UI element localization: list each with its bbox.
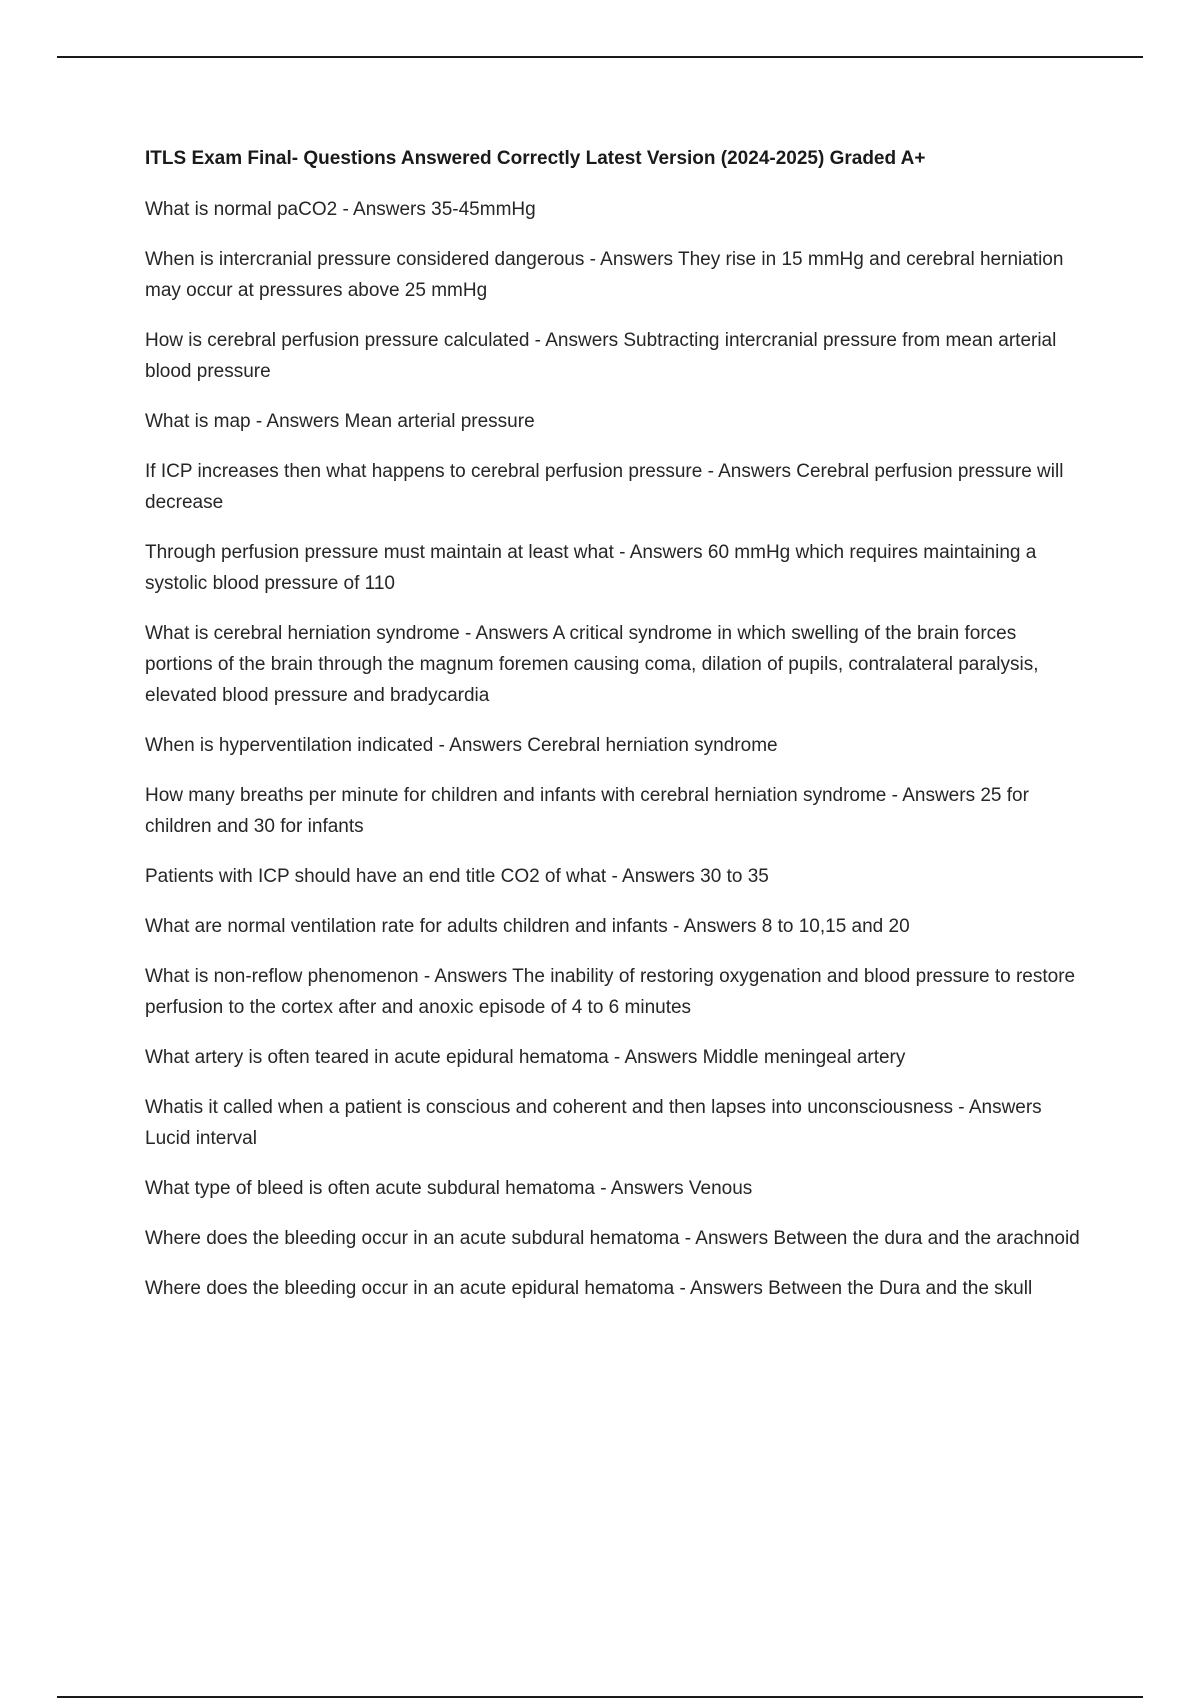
document-body bbox=[145, 146, 1085, 1323]
qa-item: What is map - Answers Mean arterial pressure bbox=[145, 411, 535, 432]
footer-rule bbox=[57, 1696, 1143, 1698]
qa-item: What artery is often teared in acute epidural hematoma - Answers Middle meningeal artery bbox=[145, 1047, 906, 1068]
qa-item: What is normal paCO2 - Answers 35-45mmHg bbox=[145, 199, 536, 220]
qa-item: What is non-reflow phenomenon - Answers The inability of restoring oxygenation and blood pressure to restore perfusion to the cortex after and anoxic episode of 4 to 6 minutes bbox=[145, 966, 1076, 1018]
qa-item: If ICP increases then what happens to cerebral perfusion pressure - Answers Cerebral perfusion pressure will decrease bbox=[145, 461, 1064, 513]
qa-item: What is cerebral herniation syndrome - Answers A critical syndrome in which swelling of the brain forces portions of the brain through the magnum foremen causing coma, dilation of pupils, contralateral paralysis, elevated blood pressure and bradycardia bbox=[145, 623, 1039, 706]
qa-item: Patients with ICP should have an end title CO2 of what - Answers 30 to 35 bbox=[145, 866, 769, 887]
qa-item: When is hyperventilation indicated - Answers Cerebral herniation syndrome bbox=[145, 735, 778, 756]
qa-item: When is intercranial pressure considered dangerous - Answers They rise in 15 mmHg and cerebral herniation may occur at pressures above 25 mmHg bbox=[145, 249, 1064, 301]
header-rule bbox=[57, 56, 1143, 58]
qa-item: What are normal ventilation rate for adults children and infants - Answers 8 to 10,15 and 20 bbox=[145, 916, 910, 937]
document-title: ITLS Exam Final- Questions Answered Correctly Latest Version (2024-2025) Graded A+ bbox=[145, 148, 926, 169]
qa-item: Through perfusion pressure must maintain at least what - Answers 60 mmHg which requires maintaining a systolic blood pressure of 110 bbox=[145, 542, 1037, 594]
qa-item: How is cerebral perfusion pressure calculated - Answers Subtracting intercranial pressure from mean arterial blood pressure bbox=[145, 330, 1057, 382]
qa-item: What type of bleed is often acute subdural hematoma - Answers Venous bbox=[145, 1178, 753, 1199]
qa-item: Where does the bleeding occur in an acute subdural hematoma - Answers Between the dura and the arachnoid bbox=[145, 1228, 1080, 1249]
qa-item: Whatis it called when a patient is conscious and coherent and then lapses into unconsciousness - Answers Lucid interval bbox=[145, 1097, 1042, 1149]
qa-item: Where does the bleeding occur in an acute epidural hematoma - Answers Between the Dura and the skull bbox=[145, 1278, 1033, 1299]
qa-item: How many breaths per minute for children and infants with cerebral herniation syndrome - Answers 25 for children and 30 for infants bbox=[145, 785, 1029, 837]
